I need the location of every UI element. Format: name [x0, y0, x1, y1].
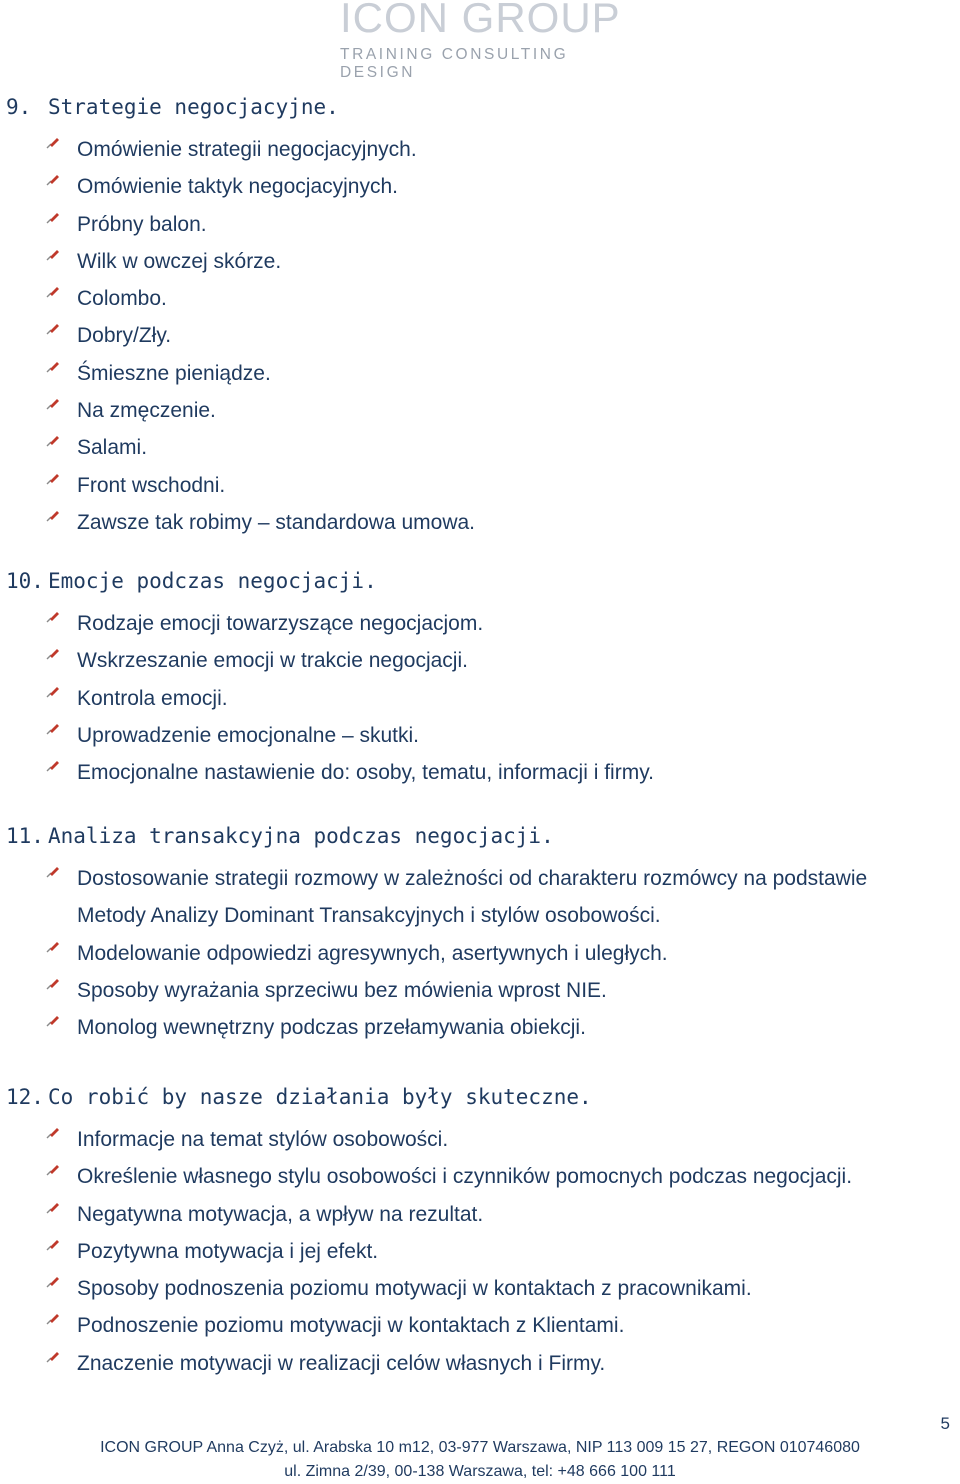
red-pin-icon: [46, 435, 60, 447]
section-title: Emocje podczas negocjacji.: [48, 569, 377, 593]
red-pin-icon: [46, 760, 60, 772]
list-item: Śmieszne pieniądze.: [0, 355, 960, 392]
red-pin-icon: [46, 941, 60, 953]
list-item: Salami.: [0, 429, 960, 466]
red-pin-icon: [46, 1276, 60, 1288]
section-heading: [0, 1084, 960, 1121]
red-pin-icon: [46, 212, 60, 224]
list-item: Uprowadzenie emocjonalne – skutki.: [0, 717, 960, 754]
bullet-list: [0, 860, 960, 1046]
bullet-list: [0, 1121, 960, 1382]
section-number: 11.: [6, 824, 44, 848]
company-logo: [340, 0, 640, 82]
list-item: Omówienie taktyk negocjacyjnych.: [0, 168, 960, 205]
list-item: Dobry/Zły.: [0, 317, 960, 354]
section-title: Analiza transakcyjna podczas negocjacji.: [48, 824, 554, 848]
red-pin-icon: [46, 137, 60, 149]
section-number: 10.: [6, 569, 44, 593]
section-heading: [0, 823, 960, 860]
red-pin-icon: [46, 510, 60, 522]
logo-title: ICON GROUP: [340, 0, 621, 41]
list-item: Sposoby podnoszenia poziomu motywacji w kontaktach z pracownikami.: [0, 1270, 960, 1307]
red-pin-icon: [46, 286, 60, 298]
section-11: [0, 823, 960, 1046]
list-item: Kontrola emocji.: [0, 680, 960, 717]
list-item: Pozytywna motywacja i jej efekt.: [0, 1233, 960, 1270]
section-12: [0, 1084, 960, 1382]
section-number: 12.: [6, 1085, 44, 1109]
red-pin-icon: [46, 648, 60, 660]
list-item: Na zmęczenie.: [0, 392, 960, 429]
red-pin-icon: [46, 723, 60, 735]
page-footer: [0, 1436, 960, 1484]
footer-contact-line: ul. Zimna 2/39, 00-138 Warszawa, tel: +48 666 100 111: [284, 1463, 676, 1480]
list-item: Dostosowanie strategii rozmowy w zależności od charakteru rozmówcy na podstawie Metody Analizy Dominant Transakcyjnych i stylów osobowości.: [0, 860, 960, 935]
footer-address-line: ICON GROUP Anna Czyż, ul. Arabska 10 m12, 03-977 Warszawa, NIP 113 009 15 27, REGON 010746080: [100, 1439, 860, 1456]
list-item: Określenie własnego stylu osobowości i czynników pomocnych podczas negocjacji.: [0, 1158, 960, 1195]
section-9: [0, 94, 960, 541]
red-pin-icon: [46, 611, 60, 623]
list-item: Colombo.: [0, 280, 960, 317]
red-pin-icon: [46, 323, 60, 335]
red-pin-icon: [46, 1313, 60, 1325]
bullet-list: [0, 131, 960, 541]
red-pin-icon: [46, 1351, 60, 1363]
red-pin-icon: [46, 473, 60, 485]
list-item: Modelowanie odpowiedzi agresywnych, asertywnych i uległych.: [0, 935, 960, 972]
red-pin-icon: [46, 398, 60, 410]
red-pin-icon: [46, 174, 60, 186]
list-item: Rodzaje emocji towarzyszące negocjacjom.: [0, 605, 960, 642]
list-item: Informacje na temat stylów osobowości.: [0, 1121, 960, 1158]
section-title: Co robić by nasze działania były skuteczne.: [48, 1085, 592, 1109]
red-pin-icon: [46, 1202, 60, 1214]
red-pin-icon: [46, 1015, 60, 1027]
red-pin-icon: [46, 866, 60, 878]
list-item: Wskrzeszanie emocji w trakcie negocjacji.: [0, 642, 960, 679]
bullet-list: [0, 605, 960, 791]
red-pin-icon: [46, 249, 60, 261]
list-item: Próbny balon.: [0, 206, 960, 243]
section-heading: [0, 568, 960, 605]
list-item: Wilk w owczej skórze.: [0, 243, 960, 280]
red-pin-icon: [46, 978, 60, 990]
red-pin-icon: [46, 1239, 60, 1251]
list-item: Omówienie strategii negocjacyjnych.: [0, 131, 960, 168]
list-item: Podnoszenie poziomu motywacji w kontaktach z Klientami.: [0, 1307, 960, 1344]
list-item: Front wschodni.: [0, 467, 960, 504]
page-number: 5: [940, 1414, 950, 1433]
section-title: Strategie negocjacyjne.: [48, 95, 339, 119]
section-number: 9.: [6, 95, 32, 119]
section-10: [0, 568, 960, 791]
list-item: Zawsze tak robimy – standardowa umowa.: [0, 504, 960, 541]
red-pin-icon: [46, 1127, 60, 1139]
list-item: Emocjonalne nastawienie do: osoby, tematu, informacji i firmy.: [0, 754, 960, 791]
red-pin-icon: [46, 361, 60, 373]
list-item: Znaczenie motywacji w realizacji celów własnych i Firmy.: [0, 1345, 960, 1382]
section-heading: [0, 94, 960, 131]
list-item: Negatywna motywacja, a wpływ na rezultat.: [0, 1196, 960, 1233]
red-pin-icon: [46, 686, 60, 698]
list-item: Sposoby wyrażania sprzeciwu bez mówienia wprost NIE.: [0, 972, 960, 1009]
red-pin-icon: [46, 1164, 60, 1176]
list-item: Monolog wewnętrzny podczas przełamywania obiekcji.: [0, 1009, 960, 1046]
logo-subtitle: TRAINING CONSULTING DESIGN: [340, 46, 569, 81]
